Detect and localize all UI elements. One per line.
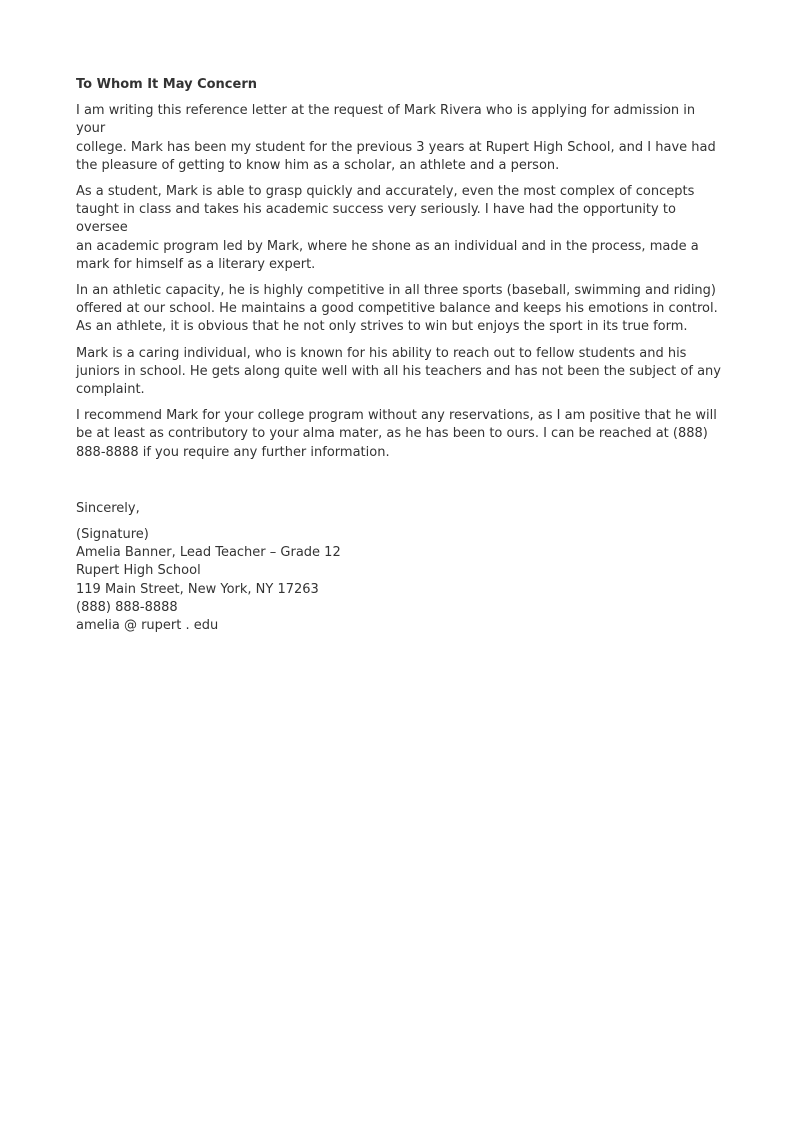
signer-email: amelia @ rupert . edu: [76, 618, 219, 634]
paragraph-line: As an athlete, it is obvious that he not only strives to win but enjoys the sport in its true form.: [76, 319, 688, 335]
salutation-heading: To Whom It May Concern: [76, 77, 257, 92]
paragraph-line: In an athletic capacity, he is highly competitive in all three sports (baseball, swimming and riding): [76, 283, 716, 299]
paragraph-intro: [76, 102, 726, 175]
paragraph-line: taught in class and takes his academic success very seriously. I have had the opportunity to oversee: [76, 202, 676, 236]
paragraph-academic: [76, 183, 726, 274]
paragraph-line: As a student, Mark is able to grasp quickly and accurately, even the most complex of concepts: [76, 184, 695, 200]
signer-name-title: Amelia Banner, Lead Teacher – Grade 12: [76, 545, 341, 561]
signature-block: [76, 526, 726, 635]
paragraph-line: 888-8888 if you require any further information.: [76, 444, 390, 460]
paragraph-line: the pleasure of getting to know him as a scholar, an athlete and a person.: [76, 157, 560, 173]
paragraph-line: I recommend Mark for your college program without any reservations, as I am positive that he will: [76, 408, 717, 424]
paragraph-line: college. Mark has been my student for the previous 3 years at Rupert High School, and I have had: [76, 139, 716, 155]
paragraph-line: an academic program led by Mark, where he shone as an individual and in the process, made a: [76, 238, 699, 254]
signer-school: Rupert High School: [76, 563, 201, 579]
signer-phone: (888) 888-8888: [76, 599, 178, 615]
paragraph-athletic: [76, 282, 726, 337]
paragraph-line: offered at our school. He maintains a good competitive balance and keeps his emotions in control.: [76, 301, 718, 317]
paragraph-recommendation: [76, 407, 726, 462]
reference-letter: [76, 76, 726, 635]
paragraph-character: [76, 345, 726, 400]
signer-address: 119 Main Street, New York, NY 17263: [76, 581, 319, 597]
paragraph-line: juniors in school. He gets along quite well with all his teachers and has not been the subject of any: [76, 363, 721, 379]
paragraph-line: I am writing this reference letter at the request of Mark Rivera who is applying for admission in your: [76, 103, 696, 137]
paragraph-line: be at least as contributory to your alma mater, as he has been to ours. I can be reached at (888): [76, 426, 708, 442]
paragraph-line: complaint.: [76, 382, 145, 398]
paragraph-line: mark for himself as a literary expert.: [76, 256, 316, 272]
signature-placeholder: (Signature): [76, 527, 149, 543]
closing-line: Sincerely,: [76, 500, 140, 516]
paragraph-line: Mark is a caring individual, who is known for his ability to reach out to fellow students and his: [76, 345, 687, 361]
